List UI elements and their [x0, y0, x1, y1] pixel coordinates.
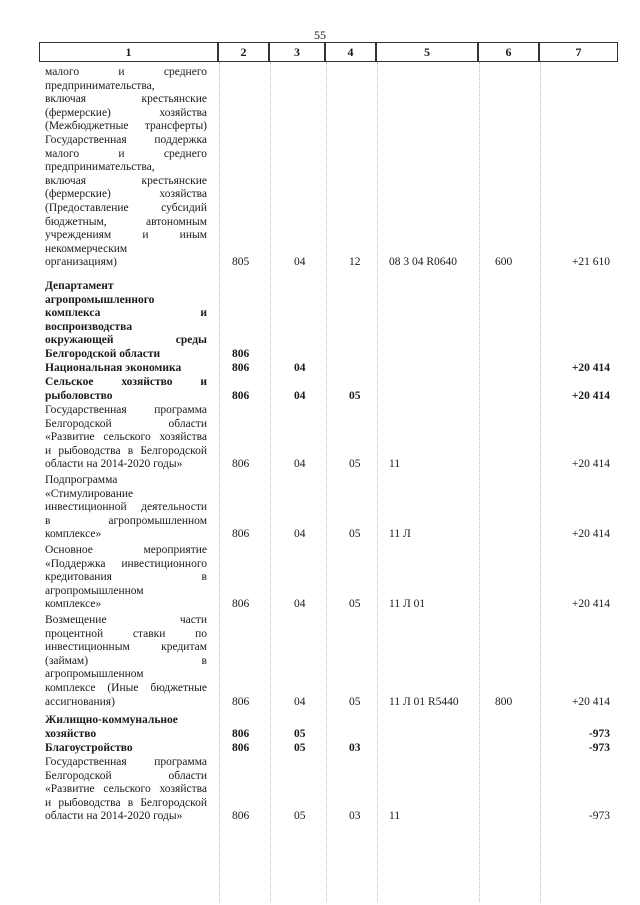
col-header-7: 7	[539, 42, 618, 62]
description-line: Белгородской области	[45, 417, 207, 430]
row-value-c7: +20 414	[571, 458, 610, 471]
description-line: комплексе (Иные бюджетные	[45, 681, 207, 694]
row-value-c7: +20 414	[571, 528, 610, 541]
col-header-5: 5	[376, 42, 478, 62]
description-line: некоммерческим	[45, 242, 128, 255]
column-divider	[326, 62, 327, 902]
description-line: «Поддержка инвестиционного	[45, 557, 207, 570]
description-line: предпринимательства,	[45, 161, 155, 174]
col-header-4: 4	[325, 42, 376, 62]
description-line: инвестиционной деятельности	[45, 501, 207, 514]
description-line: окружающей среды	[45, 334, 207, 347]
row-description	[45, 280, 207, 362]
description-line: Государственная программа	[45, 756, 207, 768]
description-line: агропромышленном	[45, 668, 144, 681]
row-value-c3: 04	[294, 362, 306, 374]
description-line: комплексе»	[45, 528, 102, 541]
description-line: хозяйство	[45, 727, 97, 740]
row-value-c2: 806	[232, 362, 250, 374]
description-line: агропромышленного	[45, 293, 155, 306]
description-line: Департамент	[45, 280, 114, 292]
row-value-c7: -973	[588, 810, 610, 823]
description-line: (Предоставление субсидий	[45, 201, 207, 214]
row-description	[45, 756, 207, 824]
row-value-c2: 805	[232, 256, 250, 269]
column-divider	[540, 62, 541, 902]
column-divider	[219, 62, 220, 902]
description-line: Жилищно-коммунальное	[45, 714, 178, 726]
row-value-c2: 806	[232, 389, 250, 402]
description-line: Национальная экономика	[45, 362, 182, 374]
description-line: предпринимательства,	[45, 79, 155, 92]
row-value-c4: 05	[349, 389, 361, 402]
row-value-c7: -973	[588, 727, 610, 740]
description-line: малого и среднего	[45, 66, 207, 78]
row-value-c3: 04	[294, 528, 306, 541]
row-value-c3: 05	[294, 727, 306, 740]
description-line: агропромышленном	[45, 584, 144, 597]
row-description	[45, 362, 207, 376]
row-description	[45, 66, 207, 270]
description-line: (фермерские) хозяйства	[45, 188, 207, 201]
description-line: бюджетным, автономным	[45, 215, 207, 228]
description-line: включая крестьянские	[45, 93, 207, 106]
description-line: включая крестьянские	[45, 174, 207, 187]
row-value-c2: 806	[232, 528, 250, 541]
description-line: Основное мероприятие	[45, 544, 207, 556]
row-value-c5: 11 Л 01	[389, 598, 426, 611]
description-line: комплекса и	[45, 307, 207, 320]
description-line: Белгородской области	[45, 769, 207, 782]
row-value-c2: 806	[232, 348, 250, 360]
row-description	[45, 544, 207, 612]
row-description	[45, 714, 207, 741]
col-header-2: 2	[218, 42, 269, 62]
row-value-c2: 806	[232, 742, 250, 754]
description-line: Белгородской области	[45, 347, 161, 360]
budget-table	[40, 42, 618, 902]
description-line: учреждениям и иным	[45, 229, 207, 242]
row-value-c3: 04	[294, 598, 306, 611]
row-value-c2: 806	[232, 458, 250, 471]
description-line: (Межбюджетные трансферты)	[45, 120, 207, 133]
row-value-c4: 12	[349, 256, 361, 269]
row-value-c7: +20 414	[571, 389, 610, 402]
description-line: Государственная программа	[45, 404, 207, 416]
row-value-c2: 806	[232, 810, 250, 823]
description-line: области на 2014-2020 годы»	[45, 458, 183, 471]
row-value-c7: -973	[588, 742, 610, 754]
row-description	[45, 404, 207, 472]
row-value-c7: +20 414	[571, 362, 610, 374]
row-value-c4: 05	[349, 528, 361, 541]
description-line: Государственная поддержка	[45, 133, 207, 146]
description-line: «Развитие сельского хозяйства	[45, 783, 207, 796]
description-line: в агропромышленном	[45, 514, 207, 527]
description-line: малого и среднего	[45, 147, 207, 160]
col-header-3: 3	[269, 42, 325, 62]
row-value-c4: 03	[349, 810, 361, 823]
row-value-c7: +20 414	[571, 695, 610, 708]
row-description	[45, 742, 207, 756]
row-description	[45, 474, 207, 542]
column-divider	[270, 62, 271, 902]
description-line: Подпрограмма	[45, 474, 118, 486]
row-value-c3: 04	[294, 458, 306, 471]
row-value-c5: 11	[389, 810, 401, 823]
row-value-c3: 04	[294, 256, 306, 269]
column-divider	[377, 62, 378, 902]
description-line: комплексе»	[45, 598, 102, 611]
row-value-c4: 05	[349, 598, 361, 611]
description-line: «Стимулирование	[45, 487, 134, 500]
description-line: Благоустройство	[45, 742, 133, 754]
row-value-c2: 806	[232, 695, 250, 708]
row-description	[45, 376, 207, 403]
description-line: Возмещение части	[45, 614, 207, 626]
description-line: (займам) в	[45, 654, 207, 667]
col-header-1: 1	[39, 42, 218, 62]
row-value-c5: 11 Л 01 R5440	[389, 695, 459, 708]
row-value-c3: 04	[294, 695, 306, 708]
row-value-c3: 05	[294, 742, 306, 754]
row-value-c7: +20 414	[571, 598, 610, 611]
description-line: воспроизводства	[45, 320, 133, 333]
row-value-c3: 04	[294, 389, 306, 402]
row-value-c2: 806	[232, 727, 250, 740]
row-value-c6: 600	[495, 256, 513, 269]
description-line: и рыбоводства в Белгородской	[45, 796, 207, 809]
description-line: (фермерские) хозяйства	[45, 106, 207, 119]
description-line: кредитования в	[45, 571, 207, 584]
row-value-c7: +21 610	[571, 256, 610, 269]
row-description	[45, 614, 207, 709]
description-line: организациям)	[45, 256, 117, 269]
description-line: процентной ставки по	[45, 627, 207, 640]
row-value-c5: 08 3 04 R0640	[389, 256, 458, 269]
row-value-c4: 03	[349, 742, 361, 754]
row-value-c5: 11	[389, 458, 401, 471]
description-line: «Развитие сельского хозяйства	[45, 431, 207, 444]
description-line: рыболовство	[45, 389, 113, 402]
description-line: Сельское хозяйство и	[45, 376, 207, 388]
row-value-c4: 05	[349, 695, 361, 708]
description-line: инвестиционным кредитам	[45, 641, 207, 654]
description-line: области на 2014-2020 годы»	[45, 810, 183, 823]
row-value-c2: 806	[232, 598, 250, 611]
row-value-c5: 11 Л	[389, 528, 411, 541]
col-header-6: 6	[478, 42, 539, 62]
description-line: и рыбоводства в Белгородской	[45, 444, 207, 457]
row-value-c4: 05	[349, 458, 361, 471]
row-value-c6: 800	[495, 695, 513, 708]
column-divider	[479, 62, 480, 902]
row-value-c3: 05	[294, 810, 306, 823]
page-number: 55	[314, 28, 326, 42]
description-line: ассигнования)	[45, 695, 115, 708]
